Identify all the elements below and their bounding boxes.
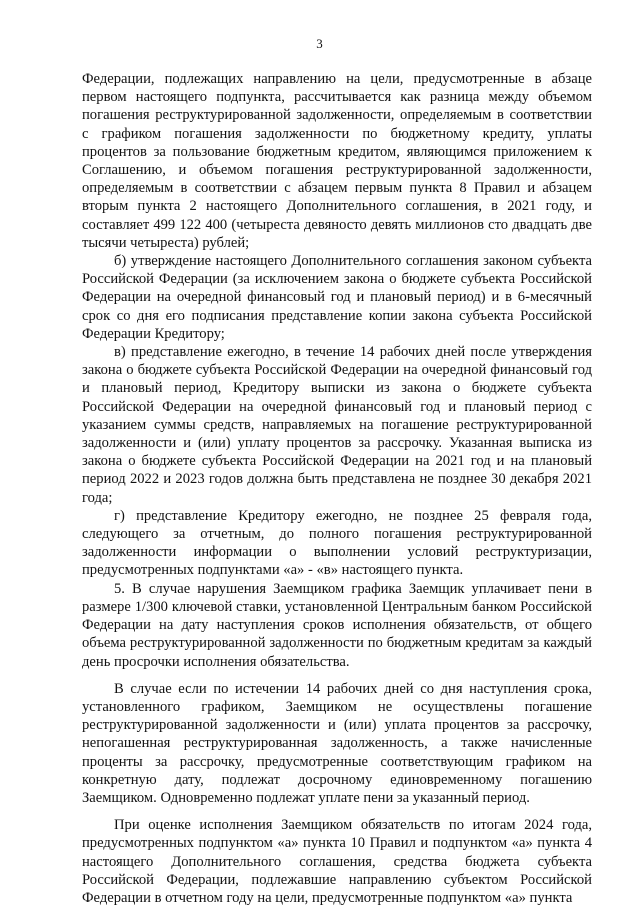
document-body (82, 70, 592, 907)
paragraph-continuation: Федерации, подлежащих направлению на цели, предусмотренные в абзаце первом настоящего подпункта, рассчитывается как разница между объемом погашения реструктурированной задолженности, определяемым в соответствии с графиком погашения задолженности по бюджетному кредиту, уплаты процентов за пользование бюджетным кредитом, являющимся приложением к Соглашению, и объемом погашения реструктурированной задолженности, определяемым в соответствии с абзацем первым пункта 8 Правил и абзацем вторым пункта 2 настоящего Дополнительного соглашения, в 2021 году, и составляет 499 122 400 (четыреста девяносто девять миллионов сто двадцать две тысячи четыреста) рублей; (82, 71, 592, 251)
paragraph-subitem-b: б) утверждение настоящего Дополнительного соглашения законом субъекта Российской Федерации (за исключением закона о бюджете субъекта Российской Федерации на очередной финансовый год и плановый период) и в 6-месячный срок со дня его подписания представление копии закона субъекта Российской Федерации Кредитору; (82, 253, 592, 342)
paragraph-assessment-2024: При оценке исполнения Заемщиком обязательств по итогам 2024 года, предусмотренных подпунктом «а» пункта 10 Правил и подпунктом «а» пункта 4 настоящего Дополнительного соглашения, средства бюджета субъекта Российской Федерации, подлежавшие направлению субъектом Российской Федерации в отчетном году на цели, предусмотренные подпунктом «а» пункта (82, 817, 592, 906)
page-number: 3 (316, 36, 323, 51)
paragraph-early-repayment: В случае если по истечении 14 рабочих дней со дня наступления срока, установленного графиком, Заемщиком не осуществлены погашение реструктурированной задолженности и (или) уплата процентов за рассрочку, непогашенная реструктурированная задолженность, а также начисленные проценты за рассрочку, предусмотренные соответствующим графиком на конкретную дату, подлежат досрочному единовременному погашению Заемщиком. Одновременно подлежат уплате пени за указанный период. (82, 680, 592, 806)
paragraph-clause-5: 5. В случае нарушения Заемщиком графика Заемщик уплачивает пени в размере 1/300 ключевой ставки, установленной Центральным банком Российской Федерации на дату наступления сроков исполнения обязательств, от общего объема реструктурированной задолженности по бюджетным кредитам за каждый день просрочки исполнения обязательства. (82, 580, 592, 670)
paragraph-subitem-g: г) представление Кредитору ежегодно, не позднее 25 февраля года, следующего за отчетным, до полного погашения реструктурированной задолженности информации о выполнении условий реструктуризации, предусмотренных подпунктами «а» - «в» настоящего пункта. (82, 507, 592, 579)
paragraph-subitem-v: в) представление ежегодно, в течение 14 рабочих дней после утверждения закона о бюджете субъекта Российской Федерации на очередной финансовый год и плановый период, Кредитору выписки из закона о бюджете субъекта Российской Федерации на очередной финансовый год и плановый период с указанием суммы средств, направляемых на погашение реструктурированной задолженности и (или) уплату процентов за рассрочку. Указанная выписка из закона о бюджете субъекта Российской Федерации на 2021 год и на плановый период 2022 и 2023 годов должна быть представлена не позднее 30 декабря 2021 года; (82, 344, 592, 506)
